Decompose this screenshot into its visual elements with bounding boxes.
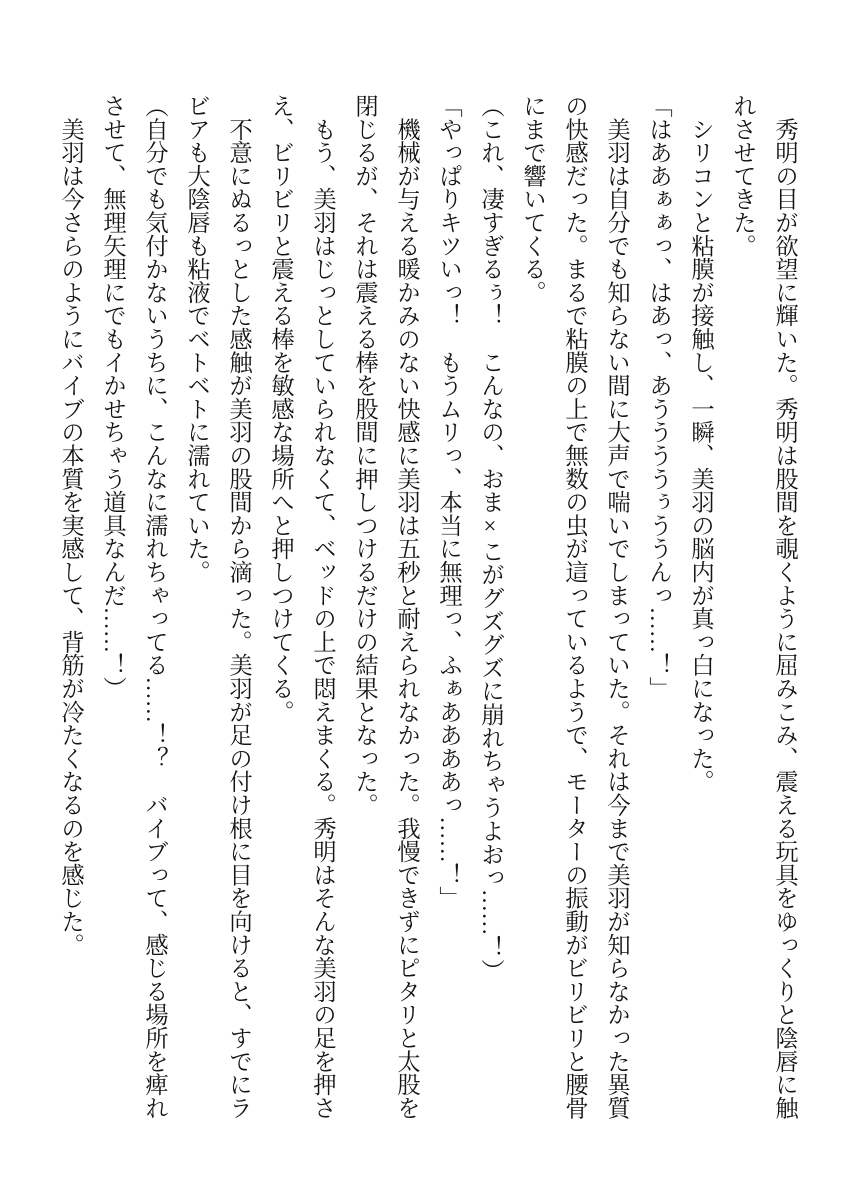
text-line: させて、無理矢理にでもイかせちゃう道具なんだ……！） bbox=[99, 94, 125, 700]
text-line: 秀明の目が欲望に輝いた。秀明は股間を覗くように屈みこみ、震える玩具をゆっくりと陰唇に触 bbox=[771, 94, 797, 1120]
text-line: の快感だった。まるで粘膜の上で無数の虫が這っているようで、モーターの振動がビリビリと腰骨 bbox=[561, 94, 587, 1120]
text-line: 美羽は自分でも知らない間に大声で喘いでしまっていた。それは今まで美羽が知らなかった異質 bbox=[603, 94, 629, 1120]
text-line: れさせてきた。 bbox=[729, 94, 755, 258]
text-line: にまで響いてくる。 bbox=[519, 94, 545, 304]
page-text bbox=[49, 94, 805, 1124]
text-line: 「はああぁぁっ、はあっ、あううううぅううんっ……！」 bbox=[645, 94, 671, 700]
text-line: ビアも大陰唇も粘液でベトベトに濡れていた。 bbox=[183, 94, 209, 584]
text-line: 閉じるが、それは震える棒を股間に押しつけるだけの結果となった。 bbox=[351, 94, 377, 817]
text-line: 「やっぱりキツいっ！ もうムリっ、本当に無理っ、ふぁああああっ……！」 bbox=[435, 94, 461, 910]
text-line: （自分でも気付かないうちに、こんなに濡れちゃってる……！？ バイブって、感じる場所を痺れ bbox=[141, 94, 167, 1120]
text-line: もう、美羽はじっとしていられなくて、ベッドの上で悶えまくる。秀明はそんな美羽の足を押さ bbox=[309, 94, 335, 1120]
text-line: 美羽は今さらのようにバイブの本質を実感して、背筋が冷たくなるのを感じた。 bbox=[57, 94, 83, 957]
text-line: 機械が与える暖かみのない快感に美羽は五秒と耐えられなかった。我慢できずにピタリと太股を bbox=[393, 94, 419, 1120]
text-line: 不意にぬるっとした感触が美羽の股間から滴った。美羽が足の付け根に目を向けると、すでにラ bbox=[225, 94, 251, 1120]
text-line: え、ビリビリと震える棒を敏感な場所へと押しつけてくる。 bbox=[267, 94, 293, 724]
text-line: シリコンと粘膜が接触し、一瞬、美羽の脳内が真っ白になった。 bbox=[687, 94, 713, 793]
text-line: （これ、凄すぎるぅ！ こんなの、おま×こがグズグズに崩れちゃうよおっ……！） bbox=[477, 94, 503, 983]
